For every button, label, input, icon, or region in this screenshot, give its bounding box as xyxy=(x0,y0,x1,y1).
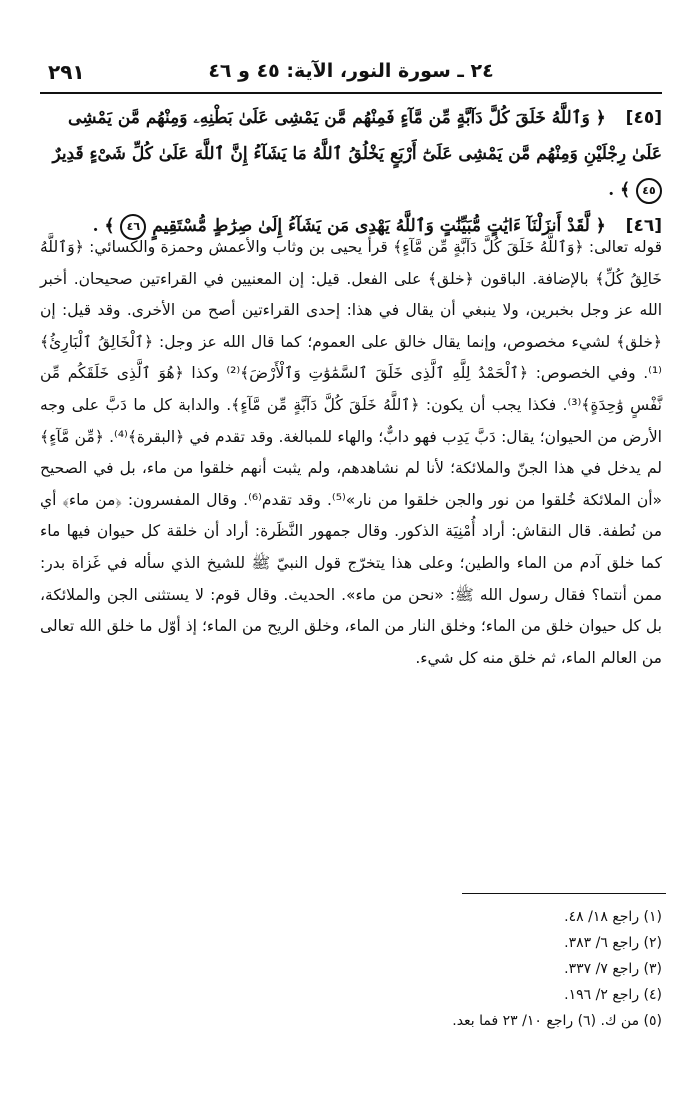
commentary-paragraph: قوله تعالى: ﴿وَٱللَّهُ خَلَقَ كُلَّ دَآبَّةٍ مِّن مَّآءٍ﴾ قرأ يحيى بن وثاب والأعمش وحمزة والكسائي: ﴿وَٱللَّهُ خَالِقُ كُلِّ﴾ بالإضافة. الباقون ﴿خلق﴾ على الفعل. قيل: إن المعنيين في القراءتين صحيحان. أخبر الله عز وجل بخبرين، ولا ينبغي أن يقال في هذا: إحدى القراءتين أصح من الأخرى. وقد قيل: إن ﴿خلق﴾ لشيء مخصوص، وإنما يقال خالق على العموم؛ كما قال الله عز وجل: ﴿ٱلْخَالِقُ ٱلْبَارِئُ﴾⁽¹⁾. وفي الخصوص: ﴿ٱلْحَمْدُ لِلَّهِ ٱلَّذِى خَلَقَ ٱلسَّمَٰوَٰتِ وَٱلْأَرْضَ﴾⁽²⁾ وكذا ﴿هُوَ ٱلَّذِى خَلَقَكُم مِّن نَّفْسٍ وَٰحِدَةٍ﴾⁽³⁾. فكذا يجب أن يكون: ﴿ٱللَّهُ خَلَقَ كُلَّ دَآبَّةٍ مِّن مَّآءٍ﴾. والدابة كل ما دَبَّ على وجه الأرض من الحيوان؛ يقال: دَبَّ يَدِب فهو دابٌّ؛ والهاء للمبالغة. وقد تقدم في ﴿البقرة﴾⁽⁴⁾. ﴿مِّن مَّآءٍ﴾ لم يدخل في هذا الجنّ والملائكة؛ لأنا لم نشاهدهم، ولم يثبت أنهم خلقوا من ماء، بل في الصحيح «أن الملائكة خُلقوا من نور والجن خلقوا من نار»⁽⁵⁾. وقد تقدم⁽⁶⁾. وقال المفسرون: ﴿من ماء﴾ أي من نُطفة. قال النقاش: أراد أُمْنِيَة الذكور. وقال جمهور النَّظَرة: أراد أن خلقة كل حيوان فيها ماء كما خلق آدم من الماء والطين؛ وعلى هذا يتخرّج قول النبيّ ﷺ للشيخ الذي سأله في غَزاة بدر: ممن أنتما؟ فقال رسول الله ﷺ: «نحن من ماء». الحديث. وقال قوم: لا يستثنى الجن والملائكة، بل كل حيوان خلق من الماء؛ وخلق النار من الماء، وخلق الريح من الماء؛ إذ أوّل ما خلق الله تعالى من العالم الماء، ثم خلق منه كل شيء. xyxy=(40,238,662,667)
footnote-5-6: (٥) من ك. (٦) راجع ١٠/ ٢٣ فما بعد. xyxy=(452,1013,662,1029)
footnote-4: (٤) راجع ٢/ ١٩٦. xyxy=(564,987,662,1003)
commentary-text xyxy=(40,232,662,674)
footnotes xyxy=(320,904,662,1034)
verse-close: ﴾ . xyxy=(92,216,115,236)
verse-text: ﴿ وَٱللَّهُ خَلَقَ كُلَّ دَآبَّةٍ مِّن مَّآءٍ فَمِنْهُم مَّن يَمْشِى عَلَىٰ بَطْنِهِۦ وَمِنْهُم مَّن يَمْشِى عَلَىٰ رِجْلَيْنِ وَمِنْهُم مَّن يَمْشِى عَلَىٰٓ أَرْبَعٍ يَخْلُقُ ٱللَّهُ مَا يَشَآءُ إِنَّ ٱللَّهَ عَلَىٰ كُلِّ شَىْءٍ قَدِيرٌ xyxy=(52,108,662,164)
footnote-2: (٢) راجع ٦/ ٣٨٣. xyxy=(564,935,662,951)
verse-number: [٤٥] xyxy=(625,108,662,128)
running-title: ٢٤ ـ سورة النور، الآية: ٤٥ و ٤٦ xyxy=(208,60,494,82)
ayah-end-marker: ٤٥ xyxy=(636,178,662,204)
ayah-end-marker: ٤٦ xyxy=(120,214,146,240)
verse-number: [٤٦] xyxy=(625,216,662,236)
footnote-1: (١) راجع ١٨/ ٤٨. xyxy=(564,909,662,925)
verse-45 xyxy=(40,100,662,208)
footnote-divider xyxy=(462,893,666,894)
quran-verses xyxy=(40,100,662,244)
header-divider xyxy=(40,92,662,94)
page-header xyxy=(40,60,662,88)
verse-text: ﴿ لَّقَدْ أَنزَلْنَآ ءَايَٰتٍ مُّبَيِّنَٰتٍ وَٱللَّهُ يَهْدِى مَن يَشَآءُ إِلَىٰ صِرَٰطٍ مُّسْتَقِيمٍ xyxy=(152,216,606,236)
verse-close: ﴾ . xyxy=(608,180,631,200)
footnote-3: (٣) راجع ٧/ ٣٣٧. xyxy=(564,961,662,977)
page-number: ٢٩١ xyxy=(48,60,85,84)
